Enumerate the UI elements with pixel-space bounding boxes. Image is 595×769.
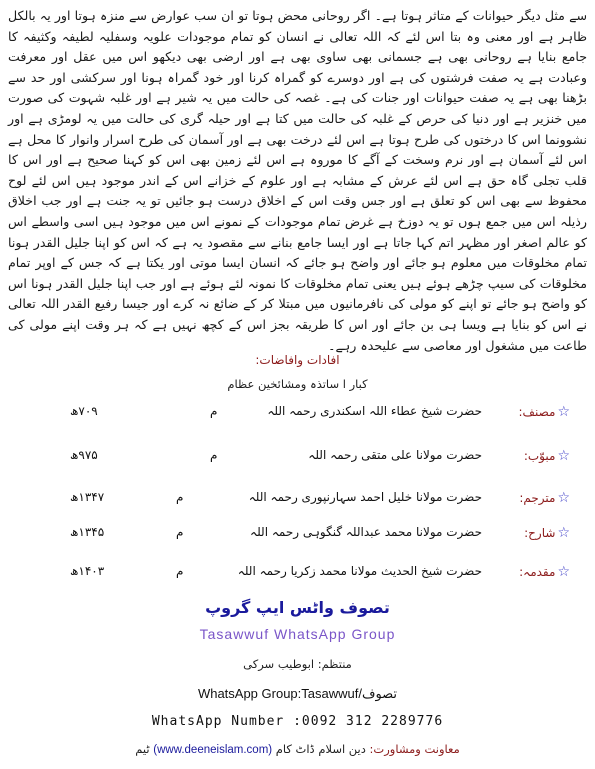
organizer-name: ابوطیب سرکی: [243, 657, 315, 671]
credit-year: ۷۰۹ھ: [70, 404, 98, 418]
credit-m: م: [210, 404, 218, 418]
credit-year: ۱۳۴۵ھ: [70, 525, 105, 539]
whatsapp-group-line: WhatsApp Group:Tasawwuf/تصوف: [197, 686, 398, 701]
group-title-urdu: تصوف واٹس ایپ گروپ: [205, 598, 390, 617]
credit-role: ☆مترجم:: [519, 490, 570, 506]
credit-row-translator: [70, 486, 570, 512]
credit-m: م: [176, 490, 184, 504]
organizer-label: منتظم:: [317, 657, 352, 671]
credit-row-commentator: [70, 521, 570, 547]
credit-name: حضرت مولانا علی متقی رحمہ اللہ: [308, 448, 482, 462]
credit-role: ☆شارح:: [524, 525, 570, 541]
ifadat-subheading: کبار ا ساتذہ ومشائخین عظام: [227, 377, 368, 391]
ifadat-heading: افادات وافاضات:: [255, 353, 340, 367]
organizer-line: [0, 657, 595, 671]
footer-line: [0, 742, 595, 756]
footer-team: دین اسلام ڈاٹ کام: [275, 742, 366, 756]
credit-name: حضرت شیخ الحدیث مولانا محمد زکریا رحمہ اللہ: [237, 564, 482, 578]
credit-m: م: [176, 564, 184, 578]
star-icon: ☆: [557, 448, 570, 464]
credit-role: ☆مقدمہ:: [519, 564, 570, 580]
credit-row-arranger: [70, 444, 570, 470]
footer-label: معاونت ومشاورت:: [369, 742, 460, 756]
star-icon: ☆: [557, 490, 570, 506]
credit-year: ۹۷۵ھ: [70, 448, 98, 462]
star-icon: ☆: [557, 404, 570, 420]
website-link[interactable]: (www.deeneislam.com): [153, 744, 273, 756]
credit-year: ۱۴۰۳ھ: [70, 564, 105, 578]
star-icon: ☆: [557, 564, 570, 580]
star-icon: ☆: [557, 525, 570, 541]
credit-role: ☆مبوّب:: [523, 448, 570, 464]
credit-row-author: [70, 400, 570, 426]
group-title-english: Tasawwuf WhatsApp Group: [199, 626, 396, 642]
credit-m: م: [210, 448, 218, 462]
body-paragraph: سے مثل دیگر حیوانات کے متاثر ہوتا ہے۔ اگر روحانی محض ہوتا تو ان سب عوارض سے منزہ ہوتا اور یہ بالکل ظاہر ہے اور معنی وہ بتا اس لئے کہ اللہ تعالی نے انسان کو تمام موجودات علویہ وسفلیہ لطیفہ وکثیفہ کا جامع بنایا ہے روحانی بھی ہے جسمانی بھی ساوی بھی ہے اور ارضی بھی دیکھو اس میں عقل اور معرفت وعبادت ہے یہ صفت فرشتوں کی ہے اور دوسرے کو گمراہ کرنا اور خود گمراہ ہونا اور سرکشی اور حد سے بڑھنا بھی ہے یہ صفت حیوانات اور جنات کی ہے۔ غصہ کی حالت میں یہ شیر ہے اور غلبہ شہوت کی صورت میں خنزیر ہے اور دنیا کی حرص کے غلبہ کی حالت میں کتا ہے اور حیلہ گری کی حالت میں یہ لومڑی ہے اور نشوونما اس کا درختوں کی طرح ہوتا ہے اس لئے درخت بھی ہے اور آسمان کی طرح اسرار وانوار کا محل ہے اس لئے آسمان ہے اور نرم وسخت کے آگے کا موروہ ہے اس لئے زمین بھی اس کو کہنا صحیح ہے اور اس کا قلب تجلی گاہ حق ہے اس لئے عرش کے مشابہ ہے اور علوم کے خزانے اس کے اندر موجود ہیں اس لئے لوح محفوظ سے بھی اس کو تعلق ہے اور جس وقت اس کے اخلاق درست ہو جائیں تو یہ جنت ہے اور جب اخلاق رذیلہ اس میں جمع ہوں تو یہ دوزخ ہے غرض تمام موجودات کے نمونے اس میں موجود ہیں اسی واسطے اس کو عالم اصغر اور مظہر اتم کہا جاتا ہے اور ایسا جامع بنانے سے مقصود یہ ہے کہ اس کو اپنا جلیل القدر ہونا تمام مخلوقات میں معلوم ہو جائے اور واضح ہو جائے کہ انسان ایسا موتی اور یکتا ہے کہ جس کے اوپر تمام مخلوقات کی سیپ چڑھے ہوئے ہیں یعنی تمام مخلوقات کا نمونہ لئے ہوئے ہے اور جب اپنا جلیل القدر ہونا اس کو واضح ہو جائے تو اپنے کو مولی کی نافرمانیوں میں مبتلا کر کے ضائع نہ کرے اور جیسا رفیع القدر اللہ تعالی نے اس کو بنایا ہے ویسا ہی بن جائے اور اس کا طریقہ بجز اس کے کچھ نہیں ہے کہ ہر وقت اپنے مولی کی طاعت میں مشغول اور معاصی سے علیحدہ رہے۔: [8, 8, 587, 353]
credit-name: حضرت مولانا خلیل احمد سہارنپوری رحمہ اللہ: [248, 490, 482, 504]
credit-name: حضرت مولانا محمد عبداللہ گنگوہی رحمہ اللہ: [250, 525, 482, 539]
whatsapp-number-line: WhatsApp Number :0092 312 2289776: [151, 714, 444, 729]
credit-m: م: [176, 525, 184, 539]
credit-year: ۱۳۴۷ھ: [70, 490, 105, 504]
footer-suffix: ٹیم: [135, 742, 150, 756]
credit-role: ☆مصنف:: [518, 404, 570, 420]
credit-name: حضرت شیخ عطاء اللہ اسکندری رحمہ اللہ: [267, 404, 482, 418]
credit-row-introduction: [70, 560, 570, 586]
